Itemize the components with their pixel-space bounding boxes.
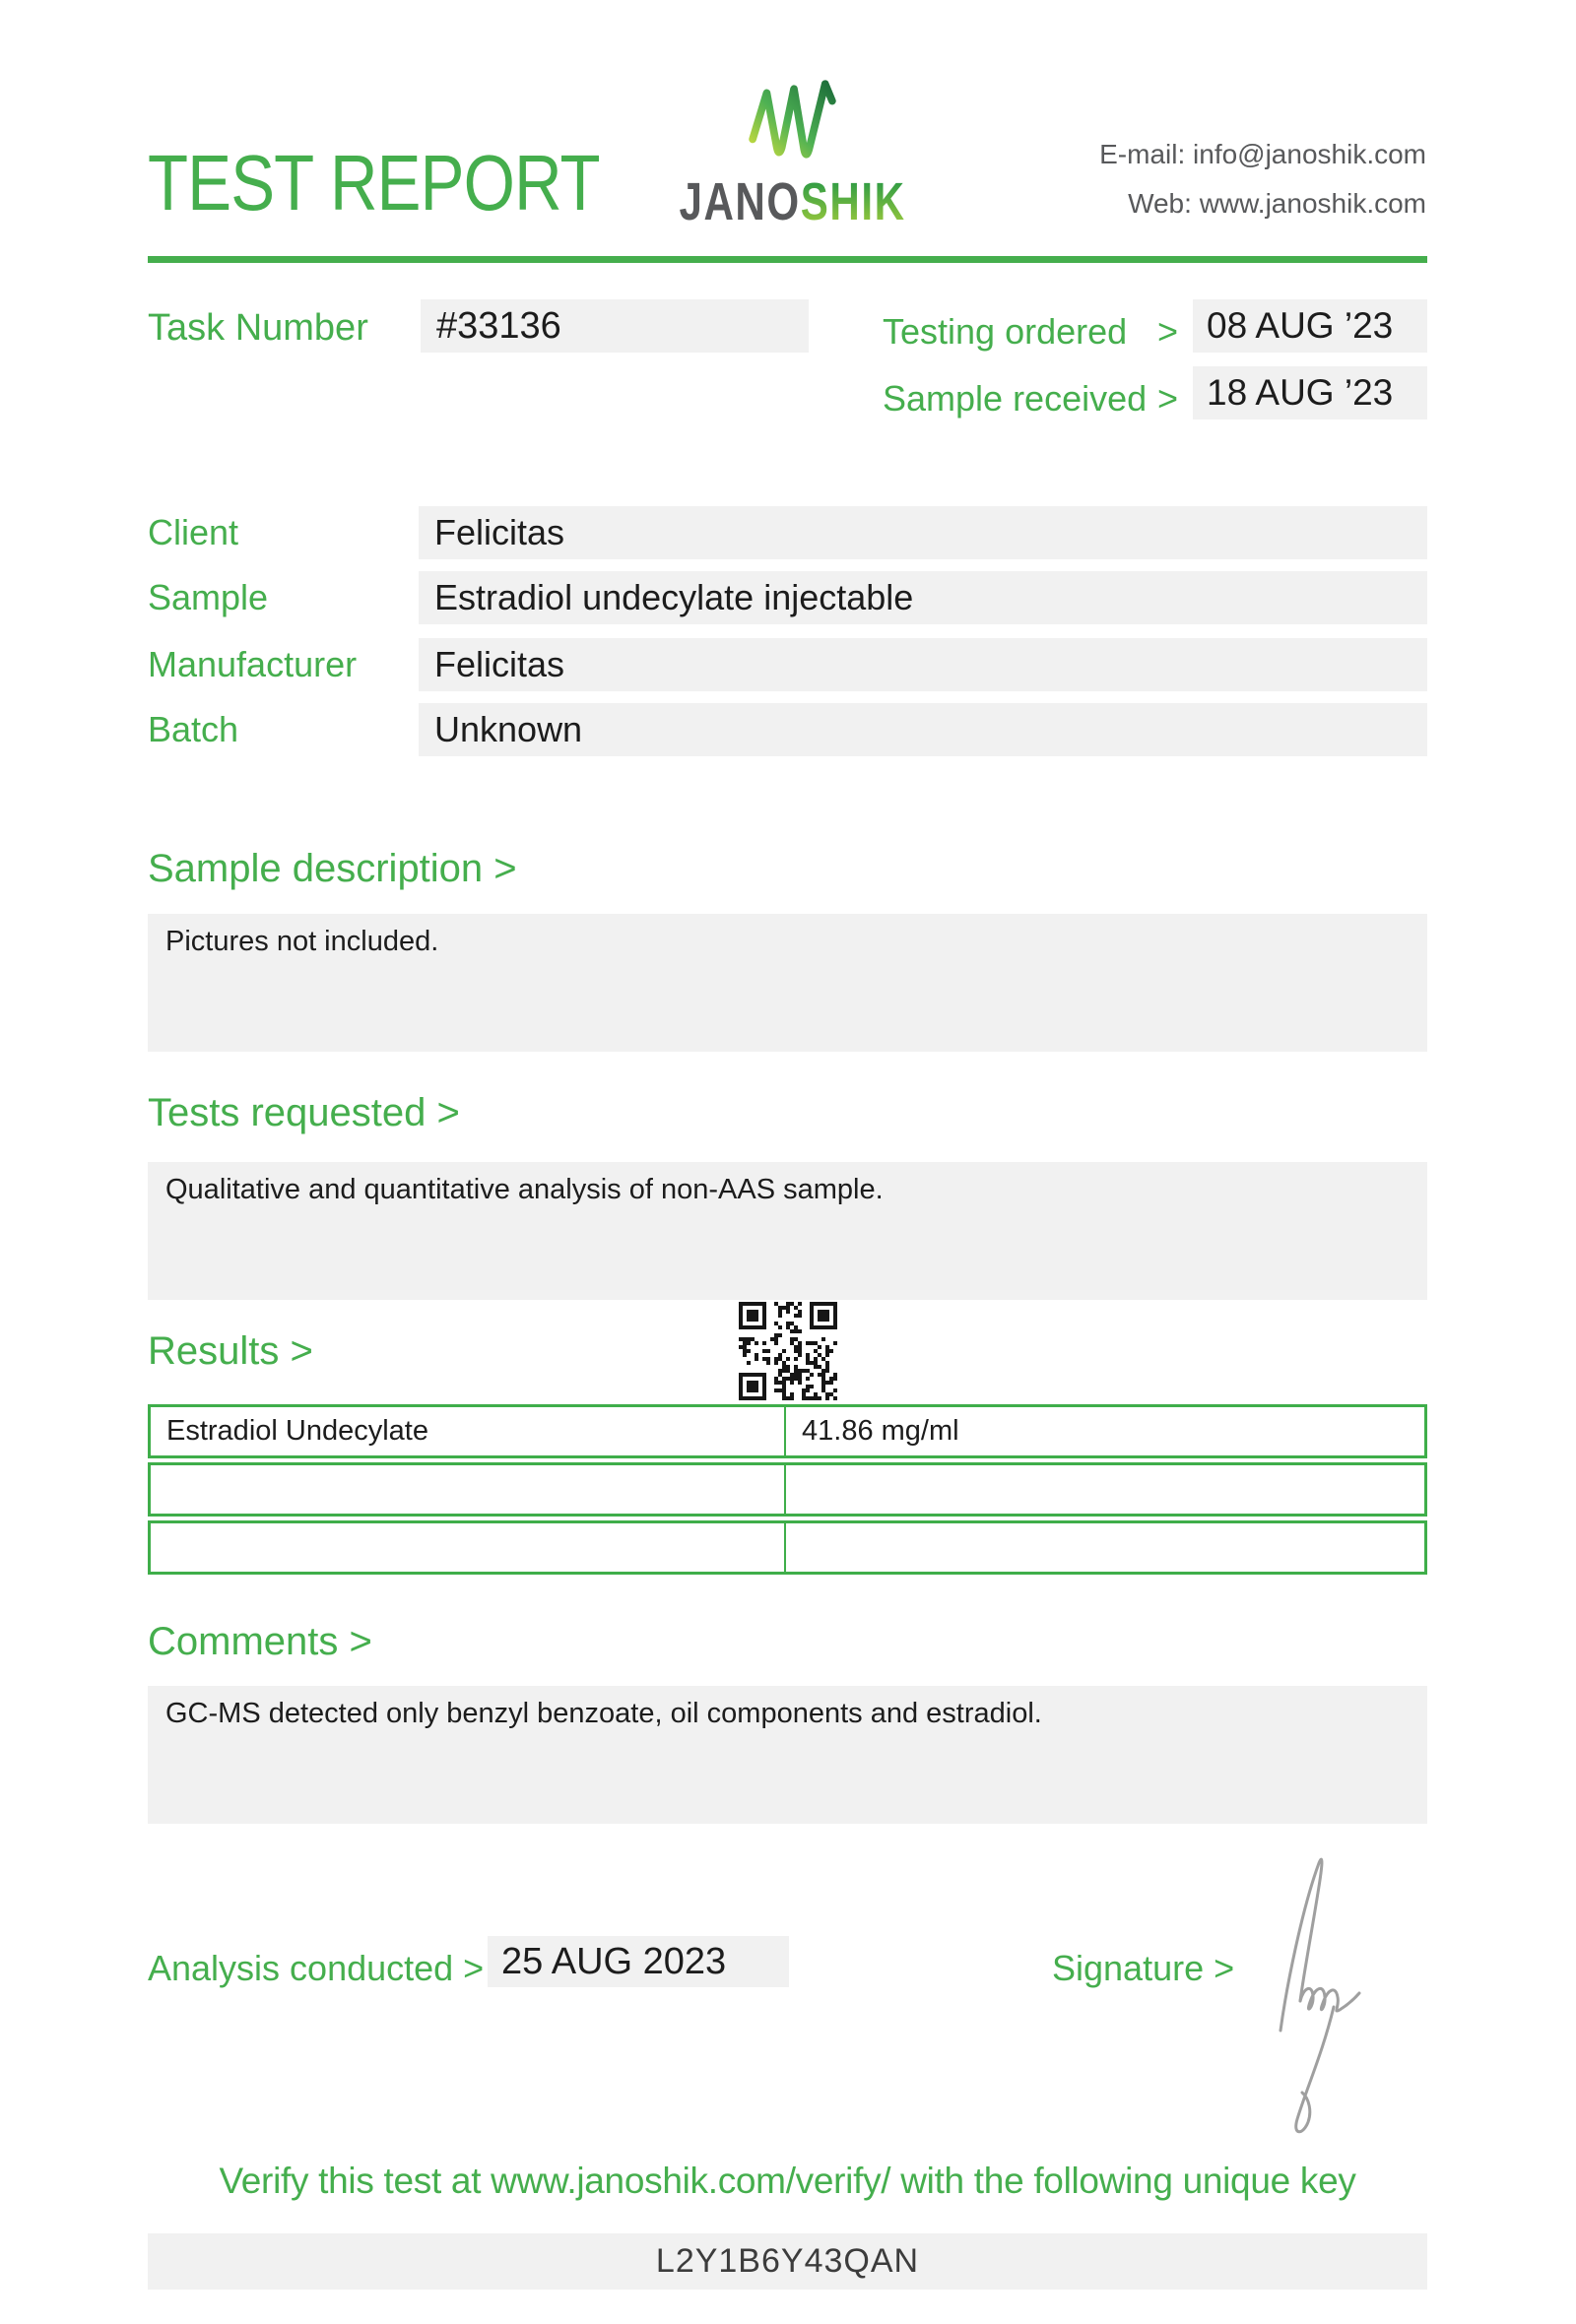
qr-code [739,1302,837,1400]
unique-key-value: L2Y1B6Y43QAN [148,2233,1427,2290]
result-value-cell [786,1465,1424,1514]
sample-received-value: 18 AUG ’23 [1193,366,1427,420]
batch-value: Unknown [419,703,1427,756]
field-row-manufacturer [0,638,1576,691]
task-number-label: Task Number [148,307,368,349]
client-value: Felicitas [419,506,1427,559]
client-label: Client [148,512,239,552]
manufacturer-value: Felicitas [419,638,1427,691]
sample-received-text: Sample received [883,378,1148,419]
results-table [148,1404,1427,1579]
logo-word-shik: SHIK [801,172,907,231]
comments-heading: Comments > [148,1620,372,1663]
result-value-cell [786,1523,1424,1572]
field-row-batch [0,703,1576,756]
result-analyte-cell [151,1523,786,1572]
contact-web: Web: www.janoshik.com [1128,188,1426,219]
batch-label: Batch [148,709,239,749]
result-analyte-cell [151,1465,786,1514]
header-divider [148,256,1427,263]
table-row [148,1520,1427,1575]
results-heading: Results > [148,1329,313,1373]
result-analyte-cell: Estradiol Undecylate [151,1407,786,1455]
logo-word-jano: JANO [679,172,802,231]
task-number-value: #33136 [421,299,809,353]
growth-chart-icon [746,77,840,165]
tests-requested-heading: Tests requested > [148,1091,460,1134]
contact-block [1099,130,1426,228]
field-row-sample [0,571,1576,624]
table-row [148,1404,1427,1458]
testing-ordered-label [883,311,1178,353]
testing-ordered-value: 08 AUG ’23 [1193,299,1427,353]
page-title: TEST REPORT [148,139,600,226]
verify-instruction: Verify this test at www.janoshik.com/verify/ with the following unique key [219,2161,1356,2201]
signature-label: Signature > [1052,1948,1235,1988]
field-row-client [0,506,1576,559]
janoshik-logo [645,77,941,232]
comments-box: GC-MS detected only benzyl benzoate, oil components and estradiol. [148,1686,1427,1824]
analysis-conducted-label: Analysis conducted > [148,1948,485,1988]
sample-label: Sample [148,577,269,617]
tests-requested-box: Qualitative and quantitative analysis of non-AAS sample. [148,1162,1427,1300]
result-value-cell: 41.86 mg/ml [802,1415,959,1447]
sample-received-arrow-icon: > [1156,378,1178,419]
sample-value: Estradiol undecylate injectable [419,571,1427,624]
analysis-conducted-value: 25 AUG 2023 [488,1936,789,1987]
handwritten-signature [1231,1832,1478,2157]
sample-received-label [883,378,1178,420]
manufacturer-label: Manufacturer [148,644,358,684]
table-row [148,1462,1427,1517]
testing-ordered-arrow-icon: > [1156,311,1178,352]
sample-description-heading: Sample description > [148,847,517,890]
sample-description-box: Pictures not included. [148,914,1427,1052]
logo-wordmark [680,171,906,232]
contact-email: E-mail: info@janoshik.com [1099,139,1426,169]
testing-ordered-text: Testing ordered [883,311,1128,352]
